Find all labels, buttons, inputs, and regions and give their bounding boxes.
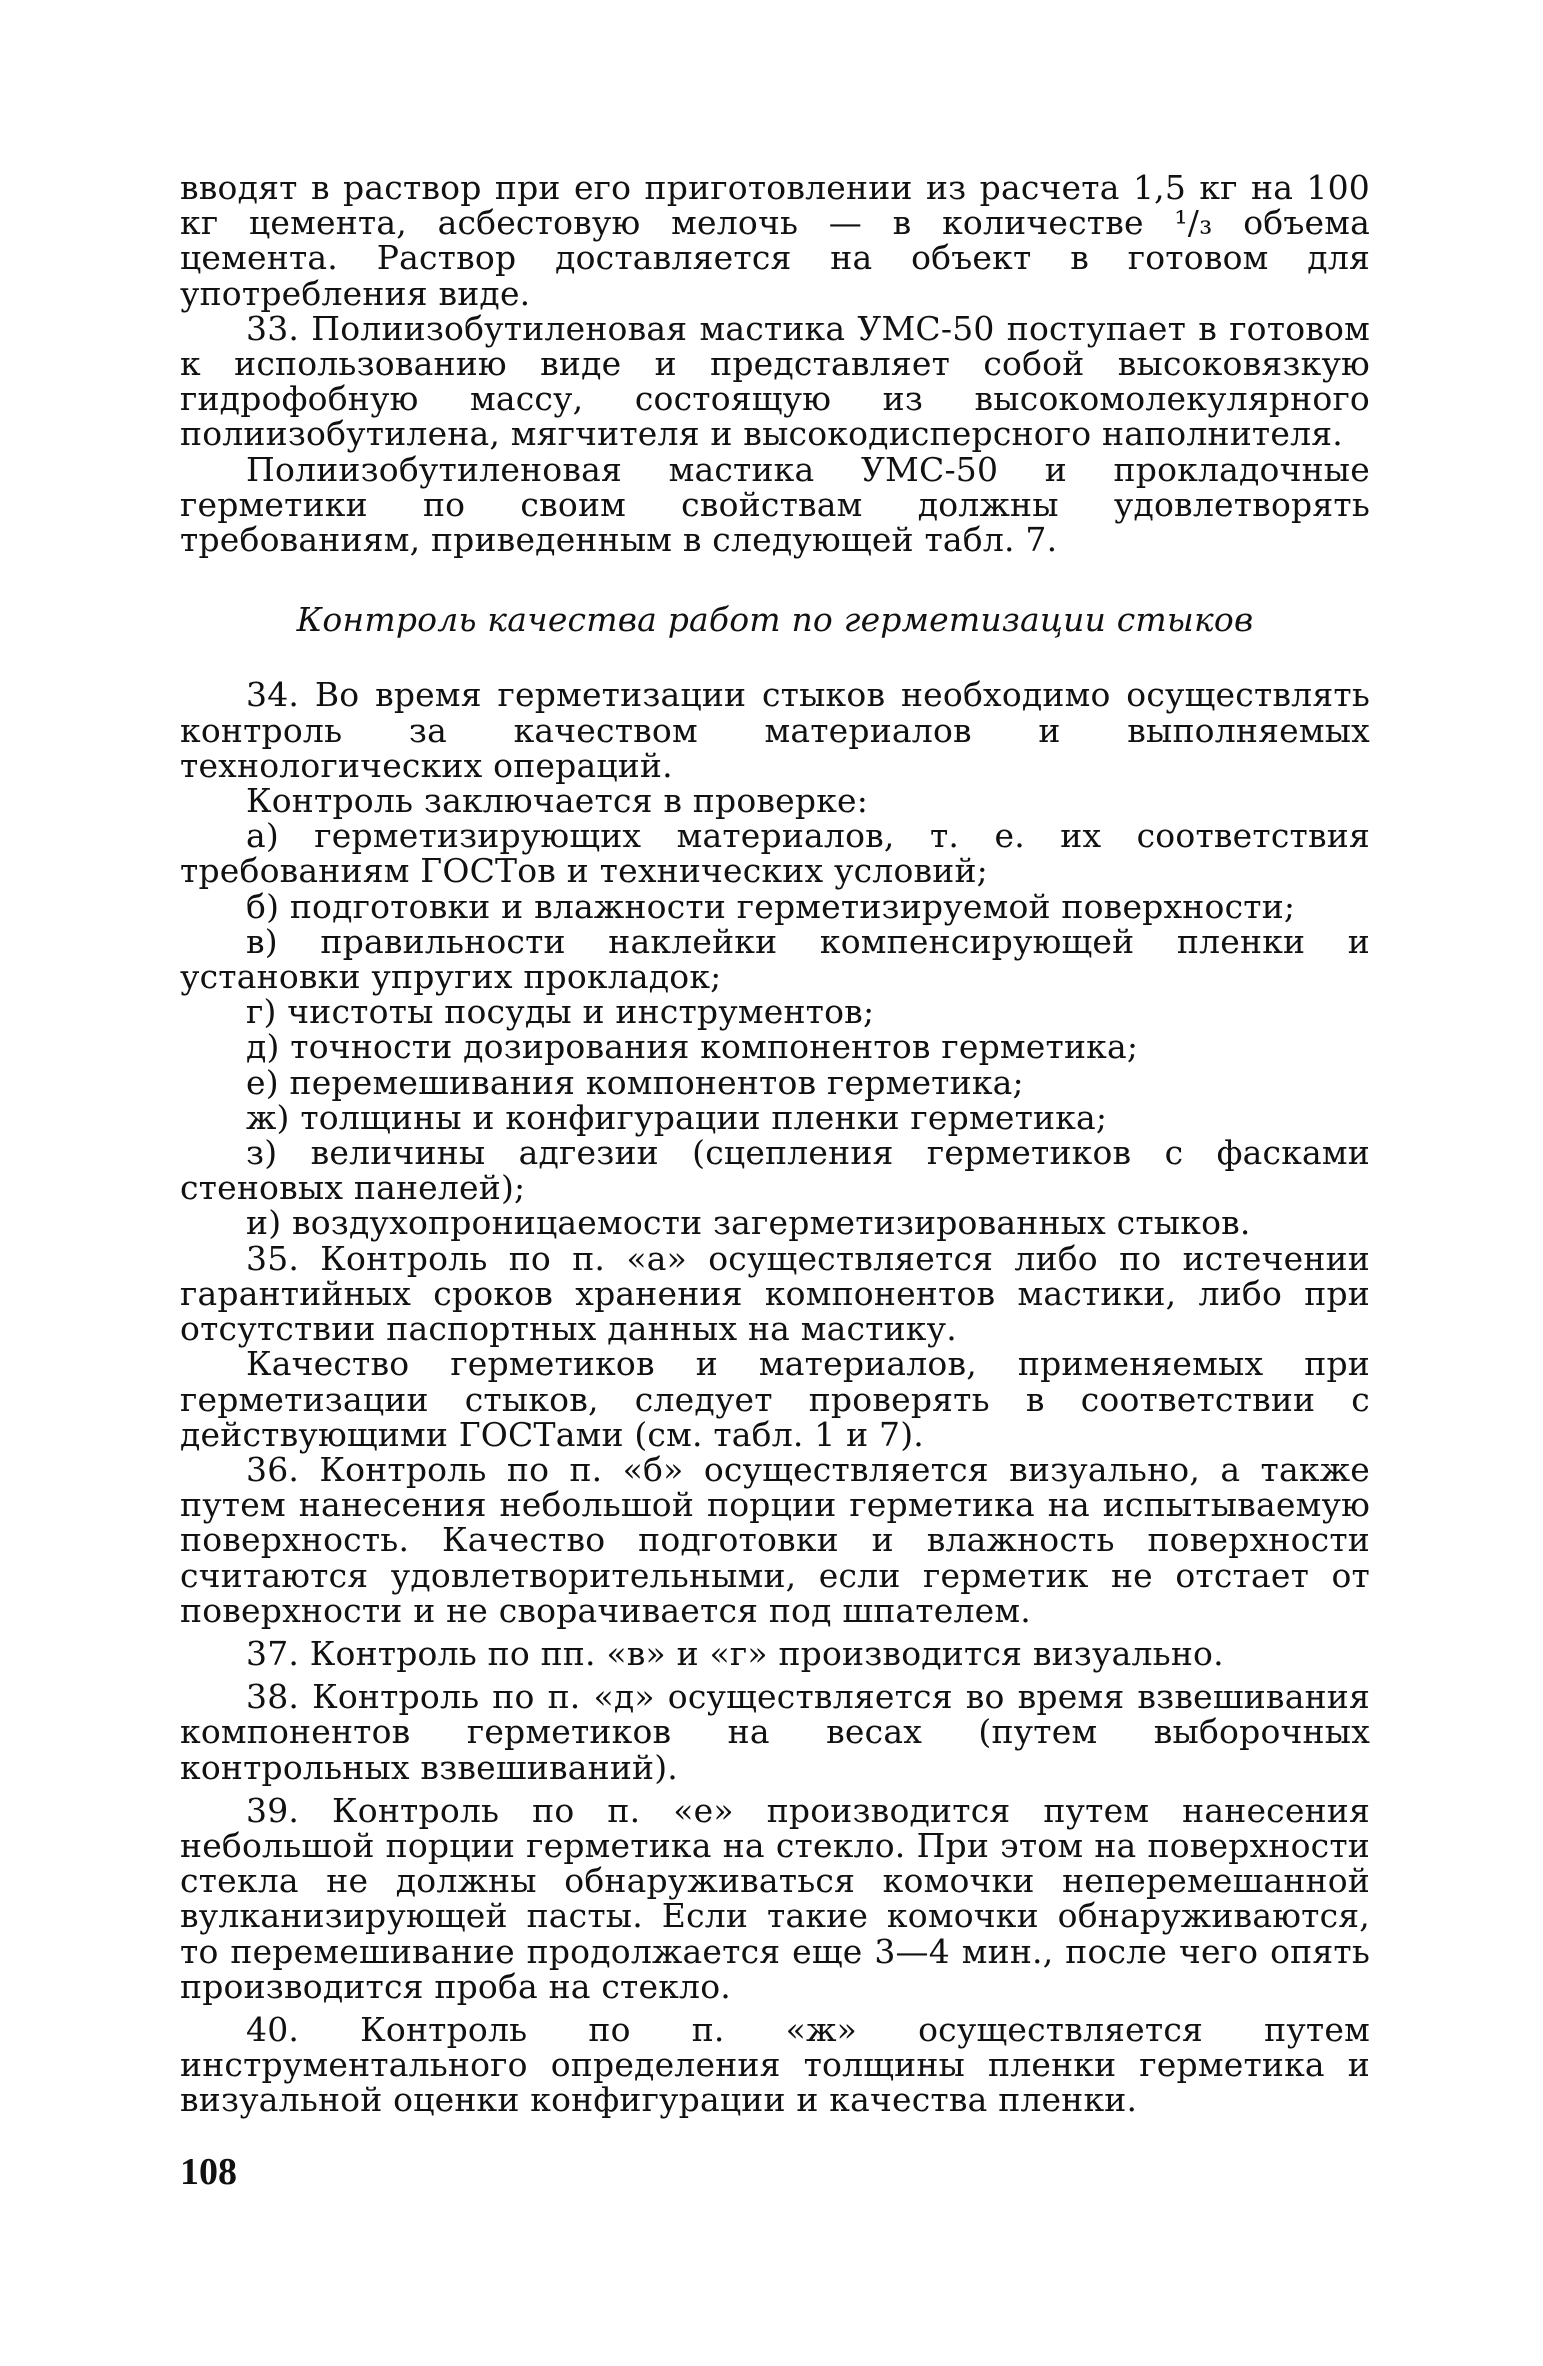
page-body <box>180 170 1370 2118</box>
paragraph-continuation: вводят в раствор при его приготовлении из расчета 1,5 кг на 100 кг цемента, асбестовую мелочь — в количестве ¹/₃ объема цемента. Раствор доставляется на объект в готовом для употребления виде. <box>180 168 1370 313</box>
paragraph-33: 33. Полиизобутиленовая мастика УМС-50 поступает в готовом к использованию виде и представляет собой высоковязкую гидрофобную массу, состоящую из высокомолекулярного полиизобутилена, мягчителя и высокодисперсного наполнителя. <box>180 308 1370 454</box>
paragraph-ums50-requirements: Полиизобутиленовая мастика УМС-50 и прокладочные герметики по своим свойствам должны удовлетворять требованиям, приведенным в следующей табл. 7. <box>180 449 1370 560</box>
list-item-zh: ж) толщины и конфигурации пленки герметика; <box>246 1097 1108 1137</box>
paragraph-36: 36. Контроль по п. «б» осуществляется визуально, а также путем нанесения небольшой порции герметика на испытываемую поверхность. Качество подготовки и влажность поверхности считаются удовлетворительными, если герметик не отстает от поверхности и не сворачивается под шпателем. <box>180 1449 1370 1630</box>
list-item-e: е) перемешивания компонентов герметика; <box>246 1062 1024 1102</box>
paragraph-40: 40. Контроль по п. «ж» осуществляется путем инструментального определения толщины пленки герметика и визуальной оценки конфигурации и качества пленки. <box>180 2009 1370 2120</box>
paragraph-control-intro: Контроль заключается в проверке: <box>246 781 869 821</box>
list-item-d: д) точности дозирования компонентов герметика; <box>246 1027 1139 1067</box>
list-item-i: и) воздухопроницаемости загерметизированных стыков. <box>246 1203 1251 1243</box>
page-number: 108 <box>180 2151 237 2193</box>
list-item-g: г) чистоты посуды и инструментов; <box>246 992 875 1032</box>
list-item-v: в) правильности наклейки компенсирующей пленки и установки упругих прокладок; <box>180 921 1370 997</box>
paragraph-35: 35. Контроль по п. «а» осуществляется либо по истечении гарантийных сроков хранения компонентов мастики, либо при отсутствии паспортных данных на мастику. <box>180 1238 1370 1349</box>
paragraph-35-quality: Качество герметиков и материалов, применяемых при герметизации стыков, следует проверять в соответствии с действующими ГОСТами (см. табл. 1 и 7). <box>180 1344 1370 1454</box>
list-item-z: з) величины адгезии (сцепления герметиков с фасками стеновых панелей); <box>180 1133 1370 1208</box>
list-item-b: б) подготовки и влажности герметизируемой поверхности; <box>246 886 1296 926</box>
section-heading: Контроль качества работ по герметизации стыков <box>296 600 1254 640</box>
paragraph-34: 34. Во время герметизации стыков необходимо осуществлять контроль за качеством материалов и выполняемых технологических операций. <box>180 675 1370 785</box>
paragraph-38: 38. Контроль по п. «д» осуществляется во время взвешивания компонентов герметиков на весах (путем выборочных контрольных взвешиваний). <box>180 1677 1370 1787</box>
paragraph-39: 39. Контроль по п. «е» производится путем нанесения небольшой порции герметика на стекло. При этом на поверхности стекла не должны обнаруживаться комочки неперемешанной вулканизирующей пасты. Если такие комочки обнаруживаются, то перемешивание продолжается еще 3—4 мин., после чего опять производится проба на стекло. <box>180 1790 1370 2006</box>
list-item-a: а) герметизирующих материалов, т. е. их соответствия требованиям ГОСТов и технических условий; <box>180 816 1370 891</box>
paragraph-37: 37. Контроль по пп. «в» и «г» производится визуально. <box>246 1633 1224 1673</box>
